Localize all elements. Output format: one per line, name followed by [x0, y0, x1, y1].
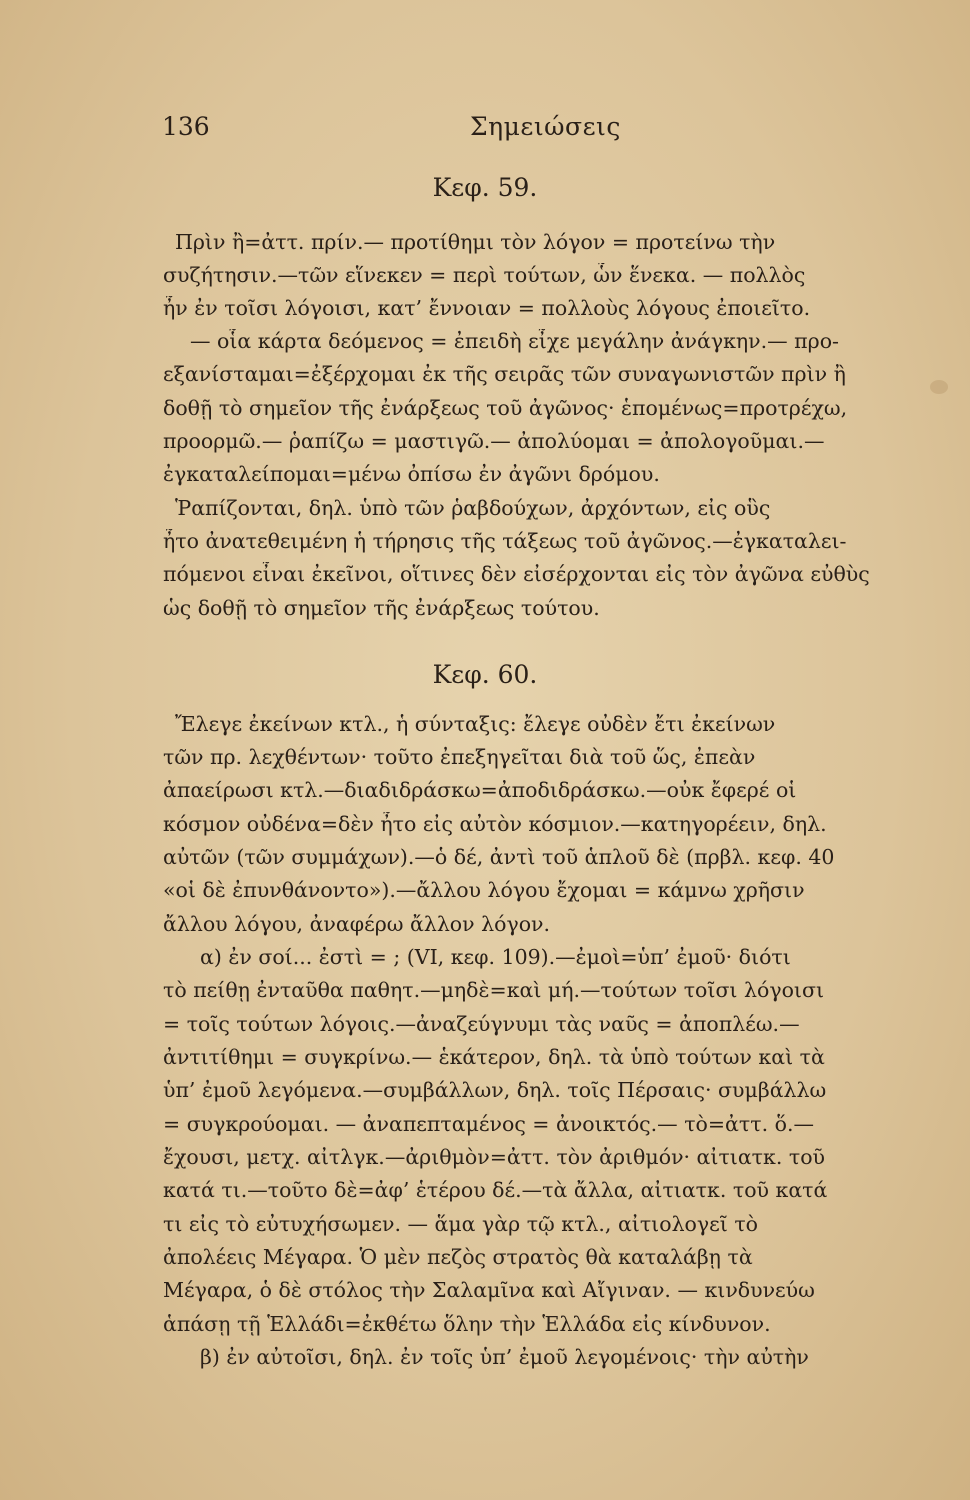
page-header: [162, 112, 902, 148]
text-line: Ῥαπίζονται, δηλ. ὑπὸ τῶν ῥαβδούχων, ἀρχόντων, εἰς οὓς: [175, 496, 771, 520]
text-line: αὐτῶν (τῶν συμμάχων).—ὁ δέ, ἀντὶ τοῦ ἁπλοῦ δὲ (πρβλ. κεφ. 40: [163, 845, 835, 869]
text-line: τῶν πρ. λεχθέντων· τοῦτο ἐπεξηγεῖται διὰ τοῦ ὥς, ἐπεὰν: [163, 745, 756, 769]
text-line: — οἷα κάρτα δεόμενος = ἐπειδὴ εἶχε μεγάλην ἀνάγκην.— προ-: [190, 329, 839, 353]
text-line: πόμενοι εἶναι ἐκεῖνοι, οἵτινες δὲν εἰσέρχονται εἰς τὸν ἀγῶνα εὐθὺς: [163, 562, 870, 586]
text-line: ἦν ἐν τοῖσι λόγοισι, κατ’ ἔννοιαν = πολλοὺς λόγους ἐποιεῖτο.: [163, 296, 811, 320]
text-line: εξανίσταμαι=ἐξέρχομαι ἐκ τῆς σειρᾶς τῶν συναγωνιστῶν πρὶν ἢ: [163, 362, 846, 386]
text-line: τι εἰς τὸ εὐτυχήσωμεν. — ἅμα γὰρ τῷ κτλ., αἰτιολογεῖ τὸ: [163, 1212, 759, 1236]
text-line: β) ἐν αὐτοῖσι, δηλ. ἐν τοῖς ὑπ’ ἐμοῦ λεγομένοις· τὴν αὐτὴν: [200, 1345, 809, 1369]
text-line: = συγκρούομαι. — ἀναπεπταμένος = ἀνοικτός.— τὸ=ἀττ. ὅ.—: [163, 1112, 814, 1136]
text-line: ἐγκαταλείπομαι=μένω ὀπίσω ἐν ἀγῶνι δρόμου.: [163, 462, 660, 486]
paper-stain: [930, 380, 948, 394]
text-line: ἄλλου λόγου, ἀναφέρω ἄλλον λόγον.: [163, 912, 551, 936]
text-line: ἀπαείρωσι κτλ.—διαδιδράσκω=ἀποδιδράσκω.—οὐκ ἔφερέ οἱ: [163, 778, 797, 802]
text-line: συζήτησιν.—τῶν εἵνεκεν = περὶ τούτων, ὧν ἕνεκα. — πολλὸς: [163, 263, 806, 287]
text-line: προορμῶ.— ῥαπίζω = μαστιγῶ.— ἀπολύομαι = ἀπολογοῦμαι.—: [163, 429, 825, 453]
text-line: τὸ πείθῃ ἐνταῦθα παθητ.—μηδὲ=καὶ μή.—τούτων τοῖσι λόγοισι: [163, 978, 824, 1002]
text-line: «οἱ δὲ ἐπυνθάνοντο»).—ἄλλου λόγου ἔχομαι = κάμνω χρῆσιν: [163, 878, 805, 902]
text-line: κατά τι.—τοῦτο δὲ=ἀφ’ ἑτέρου δέ.—τὰ ἄλλα, αἰτιατκ. τοῦ κατά: [163, 1178, 828, 1202]
text-line: α) ἐν σοί... ἐστὶ = ; (VI, κεφ. 109).—ἐμοὶ=ὑπ’ ἐμοῦ· διότι: [200, 945, 791, 969]
text-line: Πρὶν ἢ=ἀττ. πρίν.— προτίθημι τὸν λόγον = προτείνω τὴν: [175, 230, 776, 254]
running-title: Σημειώσεις: [470, 112, 621, 141]
text-line: = τοῖς τούτων λόγοις.—ἀναζεύγνυμι τὰς ναῦς = ἀποπλέω.—: [163, 1012, 800, 1036]
text-line: ἀπολέεις Μέγαρα. Ὁ μὲν πεζὸς στρατὸς θὰ καταλάβῃ τὰ: [163, 1245, 753, 1269]
text-line: ὡς δοθῇ τὸ σημεῖον τῆς ἐνάρξεως τούτου.: [163, 596, 600, 620]
chapter-heading-59: Κεφ. 59.: [432, 173, 538, 202]
text-line: Ἔλεγε ἐκείνων κτλ., ἡ σύνταξις: ἔλεγε οὐδὲν ἔτι ἐκείνων: [175, 712, 776, 736]
text-line: ἔχουσι, μετχ. αἰτλγκ.—ἀριθμὸν=ἀττ. τὸν ἀριθμόν· αἰτιατκ. τοῦ: [163, 1145, 825, 1169]
text-line: ἁπάσῃ τῇ Ἑλλάδι=ἐκθέτω ὅλην τὴν Ἑλλάδα εἰς κίνδυνον.: [163, 1312, 771, 1336]
text-line: κόσμον οὐδένα=δὲν ἦτο εἰς αὐτὸν κόσμιον.—κατηγορέειν, δηλ.: [163, 812, 827, 836]
chapter-heading-60: Κεφ. 60.: [432, 660, 538, 689]
page-number: 136: [162, 112, 210, 141]
text-line: ὑπ’ ἐμοῦ λεγόμενα.—συμβάλλων, δηλ. τοῖς Πέρσαις· συμβάλλω: [163, 1078, 827, 1102]
text-line: ἀντιτίθημι = συγκρίνω.— ἑκάτερον, δηλ. τὰ ὑπὸ τούτων καὶ τὰ: [163, 1045, 825, 1069]
text-line: Μέγαρα, ὁ δὲ στόλος τὴν Σαλαμῖνα καὶ Αἴγιναν. — κινδυνεύω: [163, 1278, 815, 1302]
text-line: ἦτο ἀνατεθειμένη ἡ τήρησις τῆς τάξεως τοῦ ἀγῶνος.—ἐγκαταλει-: [163, 529, 847, 553]
text-line: δοθῇ τὸ σημεῖον τῆς ἐνάρξεως τοῦ ἀγῶνος· ἑπομένως=προτρέχω,: [163, 396, 848, 420]
